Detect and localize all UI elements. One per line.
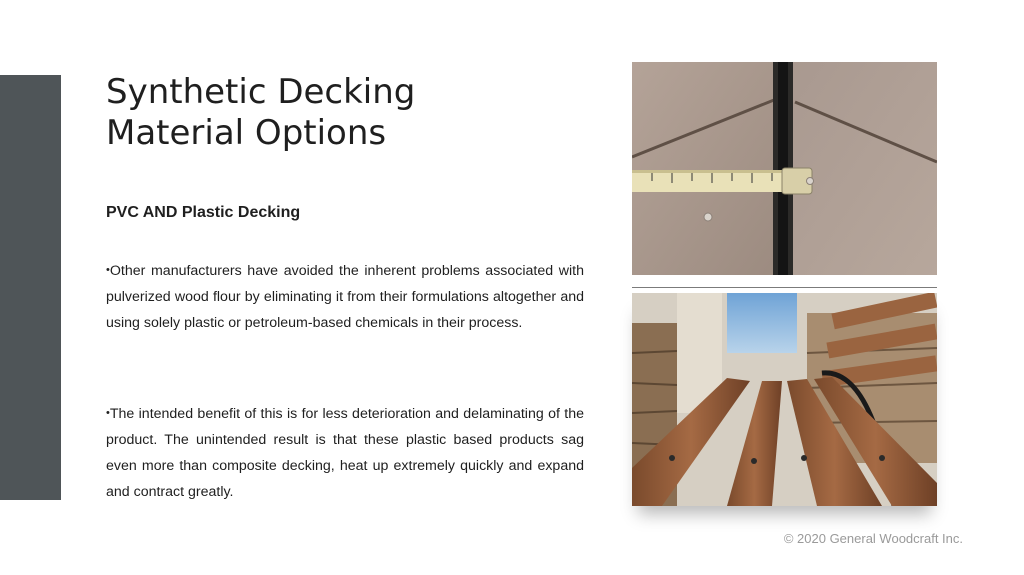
title-line-2: Material Options bbox=[106, 113, 387, 153]
paragraph-text: Other manufacturers have avoided the inherent problems associated with pulverized wood flour by eliminating it from their formulations altogether and using solely plastic or petroleum-based chemicals in their process. bbox=[106, 263, 584, 331]
accent-bar bbox=[0, 75, 61, 500]
bullet-marker: • bbox=[106, 407, 110, 419]
title-line-1: Synthetic Decking bbox=[106, 72, 416, 112]
decking-tape-photo bbox=[632, 62, 937, 275]
bullet-marker: • bbox=[106, 264, 110, 276]
slide-title bbox=[106, 72, 526, 154]
copyright-footer: © 2020 General Woodcraft Inc. bbox=[783, 531, 963, 546]
bench-slats-photo bbox=[632, 293, 937, 506]
image-divider bbox=[632, 287, 937, 288]
bullet-paragraph bbox=[106, 400, 584, 505]
paragraph-text: The intended benefit of this is for less deterioration and delaminating of the product. The unintended result is that these plastic based products sag even more than composite decking, heat up extremely quickly and expand and contract greatly. bbox=[106, 406, 584, 500]
section-subtitle: PVC AND Plastic Decking bbox=[106, 204, 301, 221]
bullet-paragraph bbox=[106, 257, 584, 336]
